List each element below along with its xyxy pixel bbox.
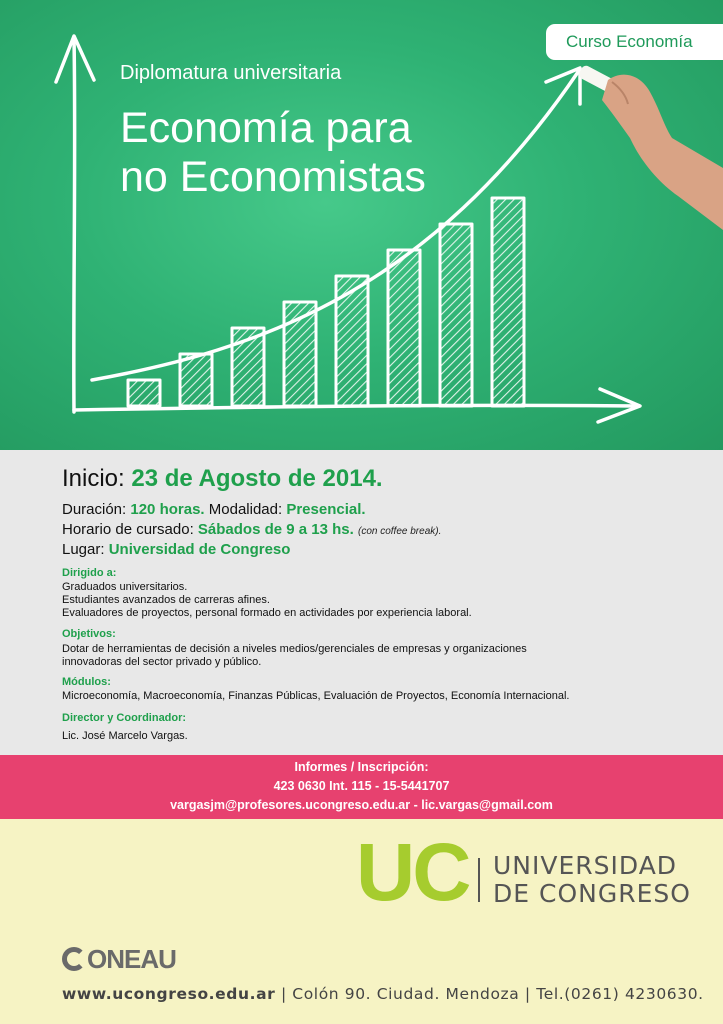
location-line [62,541,290,558]
hand-drawn-bar-chart [0,0,723,450]
start-date-line [62,465,383,493]
modules-heading: Módulos: [62,676,111,688]
audience-item: Evaluadores de proyectos, personal formado en actividades por experiencia laboral. [62,607,472,619]
audience-list [62,581,472,620]
modules-text: Microeconomía, Macroeconomía, Finanzas Públicas, Evaluación de Proyectos, Economía Internacional. [62,690,570,702]
location-value: Universidad de Congreso [108,541,291,558]
director-name: Lic. José Marcelo Vargas. [62,730,188,742]
chart-bar-4 [284,302,316,406]
chart-bar-7 [440,224,472,406]
contact-heading: Informes / Inscripción: [294,760,429,774]
hero-chalkboard [0,0,723,450]
audience-item: Estudiantes avanzados de carreras afines. [62,594,270,606]
growth-curve-arrow [546,68,580,104]
chart-bar-1 [128,380,160,406]
objectives-heading: Objetivos: [62,628,116,640]
objectives-line: innovadoras del sector privado y público. [62,656,262,668]
contact-phones: 423 0630 Int. 115 - 15-5441707 [273,779,450,793]
address-text: | Colón 90. Ciudad. Mendoza | Tel.(0261) 4230630. [275,985,704,1003]
footer-contact-line [62,985,704,1003]
university-line-1: UNIVERSIDAD [493,851,678,880]
schedule-label: Horario de cursado: [62,521,194,538]
modality-value: Presencial. [286,501,366,518]
director-heading: Director y Coordinador: [62,712,187,724]
course-tag: Curso Economía [546,24,723,60]
subtitle: Diplomatura universitaria [120,62,342,84]
logo-divider [478,858,480,902]
course-info [0,450,723,755]
hand-with-chalk [577,64,723,230]
chart-bar-8 [492,198,524,406]
coneau-text: ONEAU [87,944,176,974]
contact-emails[interactable]: vargasjm@profesores.ucongreso.edu.ar - lic.vargas@gmail.com [170,798,553,812]
objectives-text [62,643,527,669]
chart-bar-3 [232,328,264,406]
start-value: 23 de Agosto de 2014. [131,465,383,492]
title-line-2: no Economistas [120,152,426,201]
y-axis [74,38,75,412]
coneau-c-icon [62,947,86,971]
contact-band [0,755,723,819]
uc-logo-mark: UC [356,827,469,918]
coneau-logo [62,944,176,975]
chart-bar-2 [180,354,212,406]
title-line-1: Economía para [120,104,412,152]
objectives-line: Dotar de herramientas de decisión a niveles medios/gerenciales de empresas y organizaciones [62,643,527,655]
university-name [493,852,691,908]
audience-item: Graduados universitarios. [62,581,188,593]
schedule-line [62,521,441,538]
location-label: Lugar: [62,541,105,558]
university-line-2: DE CONGRESO [493,879,691,908]
chart-bar-5 [336,276,368,406]
chart-bar-6 [388,250,420,406]
duration-value: 120 horas. [130,501,205,518]
schedule-note: (con coffee break). [357,526,442,537]
audience-heading: Dirigido a: [62,567,117,579]
start-label: Inicio: [62,465,125,492]
schedule-value: Sábados de 9 a 13 hs. [197,521,354,538]
page-title [120,104,426,201]
duration-line [62,501,366,518]
duration-label: Duración: [62,501,127,518]
modality-label: Modalidad: [208,501,283,518]
website-link[interactable]: www.ucongreso.edu.ar [62,985,276,1003]
